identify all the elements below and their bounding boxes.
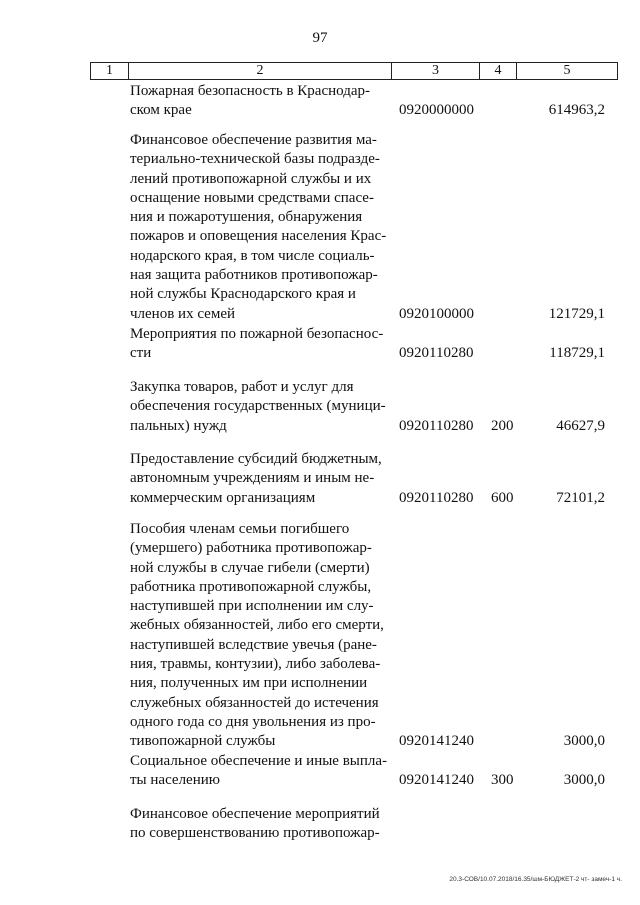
row-amount: 118729,1 — [549, 345, 605, 362]
row-description — [130, 325, 388, 364]
table-row — [130, 805, 605, 844]
row-code: 0920110280 — [399, 489, 474, 506]
row-description — [130, 805, 388, 844]
description-line: жебных обязанностей, либо его смерти, — [130, 617, 384, 634]
description-line: нодарского края, в том числе социаль- — [130, 247, 375, 264]
row-description — [130, 520, 388, 752]
row-description — [130, 752, 388, 791]
table-row — [130, 131, 605, 324]
description-line: Пособия членам семьи погибшего — [130, 521, 350, 537]
row-code: 0920110280 — [399, 345, 474, 362]
description-line: (умершего) работника противопожар- — [130, 540, 372, 557]
table-row — [130, 378, 605, 436]
row-amount: 614963,2 — [548, 102, 605, 119]
row-amount: 3000,0 — [563, 772, 605, 789]
header-col-4: 4 — [480, 63, 517, 79]
header-col-2: 2 — [129, 63, 392, 79]
description-line: Социальное обеспечение и иные выпла- — [130, 753, 388, 769]
table-row — [130, 752, 605, 791]
row-amount: 121729,1 — [548, 305, 605, 322]
description-line: наступившей вследствие увечья (ране- — [130, 636, 377, 653]
description-line: тивопожарной службы — [130, 733, 276, 750]
document-footer: 20.3-СОВ/10.07.2018/16.35/шм-БЮДЖЕТ-2 чт- замеч-1 ч. — [449, 876, 622, 883]
row-code: 0920100000 — [399, 305, 474, 322]
description-line: по совершенствованию противопожар- — [130, 825, 380, 842]
table-row — [130, 82, 605, 121]
row-description — [130, 378, 388, 436]
description-line: наступившей при исполнении им слу- — [130, 598, 374, 615]
description-line: лений противопожарной службы и их — [130, 170, 372, 187]
description-line: коммерческим организациям — [130, 489, 316, 506]
row-type: 600 — [491, 489, 514, 506]
description-line: ты населению — [130, 772, 220, 789]
description-line: пальных) нужд — [130, 417, 227, 434]
table-row — [130, 325, 605, 364]
header-col-1: 1 — [91, 63, 129, 79]
header-col-5: 5 — [563, 63, 571, 78]
row-code: 0920141240 — [399, 733, 474, 750]
description-line: ском крае — [130, 102, 192, 119]
description-line: Пожарная безопасность в Краснодар- — [130, 83, 371, 99]
description-line: оснащение новыми средствами спасе- — [130, 189, 374, 206]
row-code: 0920141240 — [399, 772, 474, 789]
table-row — [130, 520, 605, 752]
description-line: служебных обязанностей до истечения — [130, 694, 379, 711]
description-line: сти — [130, 345, 152, 362]
description-line: пожаров и оповещения населения Крас- — [130, 228, 387, 245]
header-col-3: 3 — [392, 63, 480, 79]
row-description — [130, 131, 388, 324]
description-line: членов их семей — [130, 305, 235, 322]
description-line: териально-технической базы подразде- — [130, 151, 380, 168]
table-row — [130, 450, 605, 508]
description-line: Закупка товаров, работ и услуг для — [130, 379, 354, 395]
description-line: ной службы Краснодарского края и — [130, 286, 356, 303]
description-line: Мероприятия по пожарной безопаснос- — [130, 326, 384, 342]
description-line: Финансовое обеспечение развития ма- — [130, 132, 377, 148]
description-line: ния, полученных им при исполнении — [130, 675, 368, 692]
description-line: работника противопожарной службы, — [130, 578, 372, 595]
description-line: ной службы в случае гибели (смерти) — [130, 559, 370, 576]
description-line: ния, травмы, контузии), либо заболева- — [130, 656, 381, 673]
row-amount: 46627,9 — [556, 417, 605, 434]
page-number: 97 — [312, 30, 328, 46]
description-line: обеспечения государственных (муници- — [130, 398, 386, 415]
row-type: 200 — [491, 417, 514, 434]
row-description — [130, 450, 388, 508]
description-line: ния и пожаротушения, обнаружения — [130, 209, 363, 226]
description-line: Предоставление субсидий бюджетным, — [130, 451, 382, 467]
table-header — [90, 62, 618, 80]
row-code: 0920000000 — [399, 102, 474, 119]
description-line: автономным учреждениям и иным не- — [130, 470, 375, 487]
row-code: 0920110280 — [399, 417, 474, 434]
description-line: одного года со дня увольнения из про- — [130, 713, 376, 730]
description-line: Финансовое обеспечение мероприятий — [130, 806, 380, 822]
row-amount: 3000,0 — [563, 733, 605, 750]
description-line: ная защита работников противопожар- — [130, 267, 378, 284]
row-description — [130, 82, 388, 121]
row-amount: 72101,2 — [556, 489, 605, 506]
row-type: 300 — [491, 772, 514, 789]
